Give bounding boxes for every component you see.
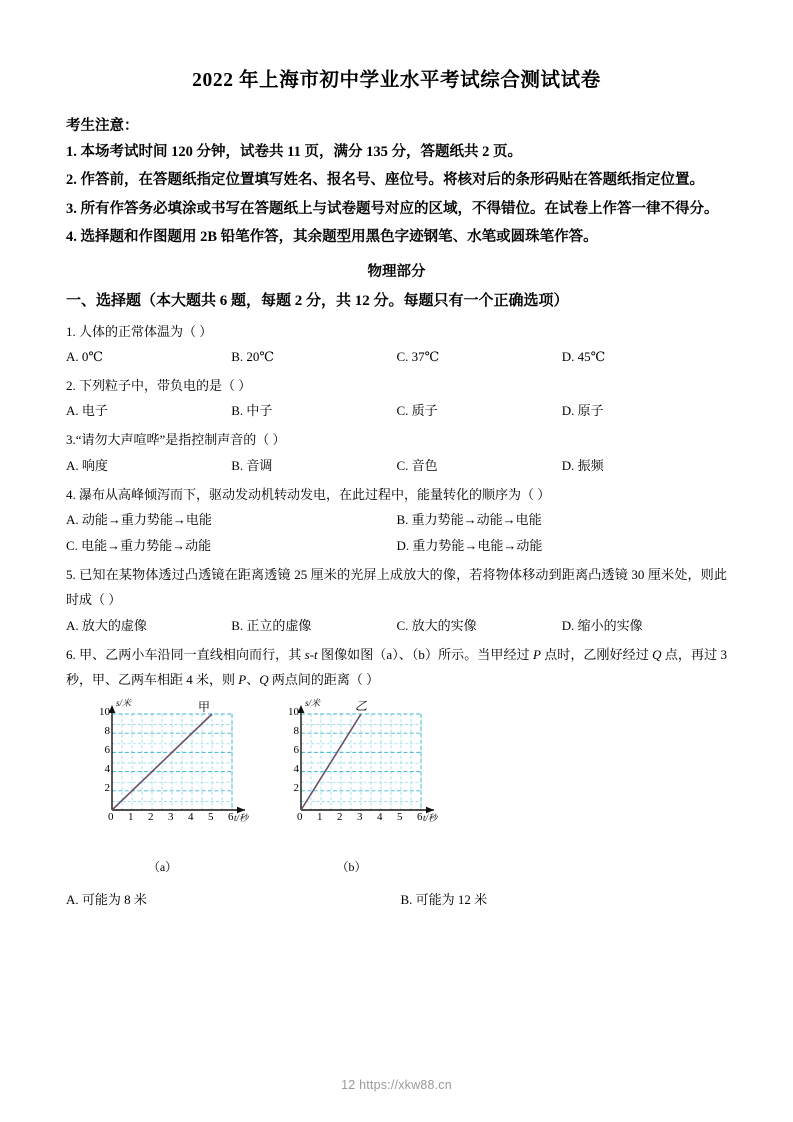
q6-text-b: 图像如图（a）、（b）所示。当甲经过: [317, 646, 533, 662]
question-6-options: [66, 887, 727, 913]
option-1-D[interactable]: D. 45℃: [561, 349, 606, 365]
figure-b: [271, 700, 446, 875]
question-3-options: [66, 453, 727, 479]
option-1-C[interactable]: C. 37℃: [396, 349, 440, 365]
option-5-A[interactable]: A. 放大的虚像: [66, 617, 147, 633]
q6-text-c: 点时，乙刚好经过: [540, 646, 653, 662]
option-6-A[interactable]: A. 可能为 8 米: [66, 892, 147, 908]
option-6-B[interactable]: B. 可能为 12 米: [400, 892, 488, 908]
option-3-C[interactable]: C. 音色: [396, 457, 438, 473]
figure-b-ytick-4: 4: [293, 763, 299, 776]
option-2-D[interactable]: D. 原子: [561, 403, 604, 419]
figure-b-x-axis-label: t/秒: [423, 813, 438, 824]
option-3-D[interactable]: D. 振频: [561, 457, 604, 473]
notice-item-2: 2. 作答前，在答题纸指定位置填写姓名、报名号、座位号。将核对后的条形码贴在答题纸指定位置。: [66, 172, 704, 189]
figure-b-xtick-0: 0: [297, 811, 303, 824]
figure-a-xtick-4: 4: [188, 811, 194, 824]
figure-b-curve-label: 乙: [355, 699, 368, 714]
option-1-B[interactable]: B. 20℃: [231, 349, 274, 365]
figure-a-minor-grid: [112, 714, 232, 810]
page-title: 2022 年上海市初中学业水平考试综合测试试卷: [192, 70, 601, 91]
question-5-options: [66, 613, 727, 639]
question-5-stem: 5. 已知在某物体透过凸透镜在距离透镜 25 厘米的光屏上成放大的像，若将物体移动到距离凸透镜 30 厘米处，则此时成（ ）: [66, 567, 727, 608]
figure-a-caption: （a）: [147, 860, 178, 875]
question-4-options-row-2: [66, 533, 727, 559]
question-2-options: [66, 398, 727, 424]
part-heading-physics: 物理部分: [367, 264, 426, 281]
figure-a-xtick-1: 1: [128, 811, 134, 824]
figure-b-ytick-2: 2: [293, 782, 299, 795]
option-5-D[interactable]: D. 缩小的实像: [561, 617, 643, 633]
option-4-A[interactable]: A. 动能→重力势能→电能: [66, 512, 212, 528]
option-4-D[interactable]: D. 重力势能→电能→动能: [396, 538, 543, 554]
option-2-C[interactable]: C. 质子: [396, 403, 438, 419]
figure-a-xtick-2: 2: [148, 811, 154, 824]
q6-var-st: s-t: [304, 646, 318, 662]
figure-a-ytick-10: 10: [99, 706, 110, 719]
figure-b-ytick-8: 8: [293, 725, 299, 738]
figure-a-curve-label: 甲: [198, 700, 211, 715]
notice-item-4: 4. 选择题和作图题用 2B 铅笔作答，其余题型用黑色字迹钢笔、水笔或圆珠笔作答。: [66, 228, 598, 245]
notice-item-1: 1. 本场考试时间 120 分钟，试卷共 11 页，满分 135 分，答题纸共 2 页。: [66, 144, 522, 161]
option-3-B[interactable]: B. 音调: [231, 457, 273, 473]
question-6-stem: [66, 642, 727, 693]
figure-a: [82, 700, 257, 875]
option-5-B[interactable]: B. 正立的虚像: [231, 617, 312, 633]
figure-b-xtick-3: 3: [357, 811, 363, 824]
figure-a-ytick-4: 4: [104, 763, 110, 776]
figure-a-ytick-2: 2: [104, 782, 110, 795]
option-3-A[interactable]: A. 响度: [66, 457, 108, 473]
q6-var-p1: P: [532, 646, 541, 662]
q6-text-f: 两点间的距离（ ）: [268, 672, 380, 688]
notice-heading: 考生注意：: [66, 118, 139, 135]
q6-text-e: 、: [246, 672, 260, 688]
figure-b-caption: （b）: [336, 860, 367, 875]
figure-b-ytick-6: 6: [293, 744, 299, 757]
figure-a-xtick-6: 6: [228, 811, 234, 824]
option-2-B[interactable]: B. 中子: [231, 403, 273, 419]
option-4-C[interactable]: C. 电能→重力势能→动能: [66, 538, 212, 554]
figure-a-y-axis-label: s/米: [116, 698, 132, 709]
question-2-stem: 2. 下列粒子中，带负电的是（ ）: [66, 378, 252, 394]
question-1-stem: 1. 人体的正常体温为（ ）: [66, 323, 213, 339]
question-4-stem: 4. 瀑布从高峰倾泻而下，驱动发动机转动发电，在此过程中，能量转化的顺序为（ ）: [66, 486, 551, 502]
section-heading-multiple-choice: 一、选择题（本大题共 6 题，每题 2 分，共 12 分。每题只有一个正确选项）: [66, 293, 569, 310]
figure-a-xtick-0: 0: [108, 811, 114, 824]
q6-var-p2: P: [238, 672, 247, 688]
figure-a-ytick-8: 8: [104, 725, 110, 738]
option-2-A[interactable]: A. 电子: [66, 403, 108, 419]
figure-b-xtick-2: 2: [337, 811, 343, 824]
page-footer: 12 https://xkw88.cn: [341, 1078, 452, 1092]
figure-b-xtick-5: 5: [397, 811, 403, 824]
figure-group-st-graphs: [66, 700, 727, 875]
option-1-A[interactable]: A. 0℃: [66, 349, 103, 365]
q6-var-q2: Q: [259, 672, 269, 688]
figure-a-series-line: [112, 714, 212, 810]
figure-b-ytick-10: 10: [288, 706, 299, 719]
option-5-C[interactable]: C. 放大的实像: [396, 617, 477, 633]
notice-item-3: 3. 所有作答务必填涂或书写在答题纸上与试卷题号对应的区域，不得错位。在试卷上作答一律不得分。: [66, 200, 719, 217]
figure-b-xtick-4: 4: [377, 811, 383, 824]
figure-a-x-axis-label: t/秒: [234, 813, 249, 824]
q6-text-d: 点，再过 3 秒，甲、乙两车相距 4 米，则: [66, 646, 727, 688]
question-3-stem: 3.“请勿大声喧哗”是指控制声音的（ ）: [66, 432, 286, 448]
q6-var-q1: Q: [652, 646, 662, 662]
figure-b-minor-grid: [301, 714, 421, 810]
figure-a-xtick-5: 5: [208, 811, 214, 824]
figure-b-xtick-6: 6: [417, 811, 423, 824]
question-1-options: [66, 344, 727, 370]
option-4-B[interactable]: B. 重力势能→动能→电能: [396, 512, 542, 528]
figure-b-xtick-1: 1: [317, 811, 323, 824]
figure-b-y-axis-label: s/米: [305, 698, 321, 709]
question-4-options-row-1: [66, 507, 727, 533]
q6-text-a: 6. 甲、乙两小车沿同一直线相向而行，其: [66, 646, 305, 662]
figure-b-series-line: [301, 714, 361, 810]
figure-a-xtick-3: 3: [168, 811, 174, 824]
figure-a-ytick-6: 6: [104, 744, 110, 757]
